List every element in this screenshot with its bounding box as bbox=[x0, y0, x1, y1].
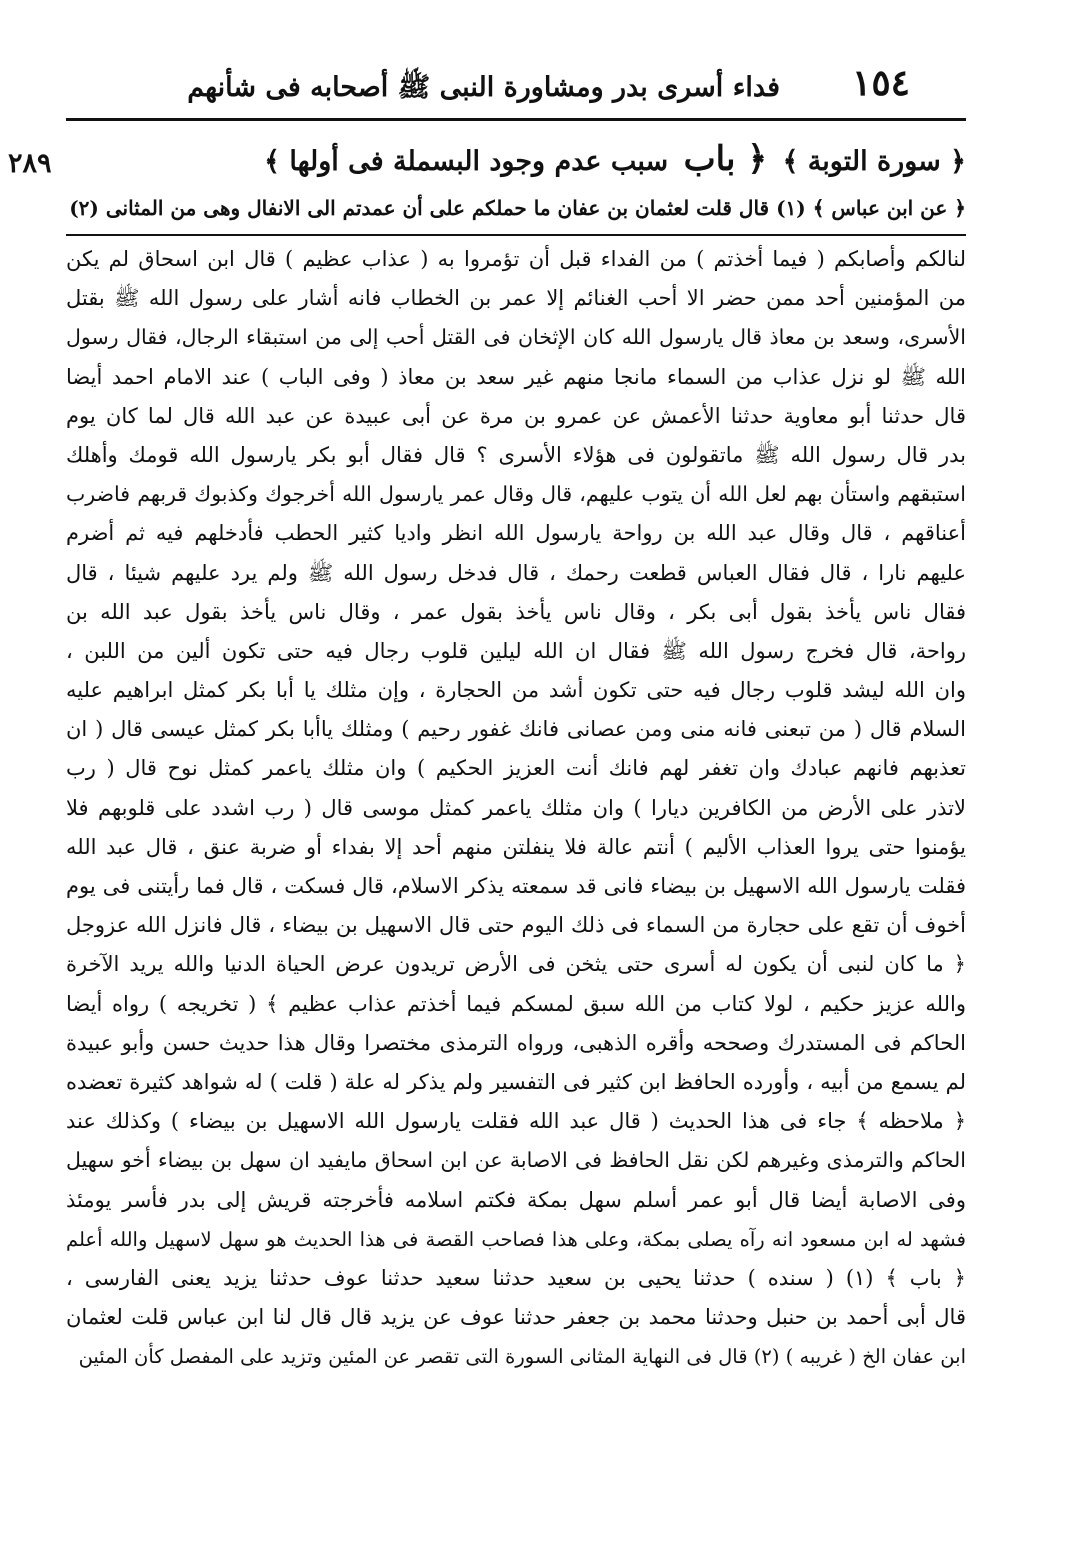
text-line: الله ﷺ لو نزل عذاب من السماء مانجا منهم غير سعد بن معاذ ( وفى الباب ) عند الامام احمد أيضا bbox=[66, 364, 966, 389]
text-line: لنالكم وأصابكم ( فيما أخذتم ) من الفداء قبل أن تؤمروا به ( عذاب عظيم ) قال ابن اسحاق لم يكن bbox=[66, 247, 966, 271]
text-line: ﴿ باب ﴾ (١) ( سنده ) حدثنا يحيى بن سعيد حدثنا سعيد حدثنا عوف حدثنا يزيد يعنى الفارسى ، bbox=[66, 1265, 966, 1290]
text-line: عليهم نارا ، قال فقال العباس قطعت رحمك ، قال فدخل رسول الله ﷺ ولم يرد عليهم شيئا ، قال bbox=[66, 560, 966, 585]
chapter-heading bbox=[66, 136, 966, 231]
page-number: ١٥٤ bbox=[851, 62, 910, 104]
text-line: أخوف أن تقع على حجارة من السماء فى ذلك اليوم حتى قال الاسهيل بن بيضاء ، قال فانزل الله عزوجل bbox=[66, 913, 966, 938]
running-header bbox=[187, 58, 910, 114]
commentary-text bbox=[66, 240, 966, 1376]
bab-title: سبب عدم وجود البسملة فى أولها ﴾ bbox=[264, 146, 669, 177]
text-line: لم يسمع من أبيه ، وأورده الحافظ ابن كثير فى التفسير ولم يذكر له علة ( قلت ) له شواهد كثيرة تعضده bbox=[66, 1069, 966, 1094]
text-line: فقال ناس يأخذ بقول أبى بكر ، وقال ناس يأخذ بقول عمر ، وقال ناس يأخذ بقول عبد الله بن bbox=[66, 599, 966, 624]
text-line: ابن عفان الخ ( غريبه ) (٢) قال فى النهاية المثانى السورة التى تقصر عن المئين وتزيد على المفصل كأن المئين bbox=[78, 1345, 966, 1369]
text-line: وان الله ليشد قلوب رجال فيه حتى تكون أشد من الحجارة ، وإن مثلك يا أبا بكر كمثل ابراهيم عليه bbox=[66, 678, 966, 703]
text-line: يؤمنوا حتى يروا العذاب الأليم ) أنتم عالة فلا ينفلتن منهم أحد إلا بفداء أو ضربة عنق ، قال عبد الله bbox=[66, 834, 966, 859]
text-line: الحاكم والترمذى وغيرهم لكن نقل الحافظ فى الاصابة عن ابن اسحاق مايفيد ان سهل بن بيضاء أخو سهيل bbox=[66, 1148, 966, 1173]
text-line: قال أبى أحمد بن حنبل وحدثنا محمد بن جعفر حدثنا عوف عن يزيد قال قال لنا ابن عباس قلت لعثمان bbox=[66, 1305, 966, 1330]
text-line: أعناقهم ، قال وقال عبد الله بن رواحة يارسول الله انظر واديا كثير الحطب فأدخلهم فيه ثم أضرم bbox=[66, 521, 966, 546]
text-line: تعذبهم فانهم عبادك وان تغفر لهم فانك أنت العزيز الحكيم ) وان مثلك ياعمر كمثل نوح قال ( رب bbox=[66, 756, 966, 781]
text-line: ﴿ ما كان لنبى أن يكون له أسرى حتى يثخن فى الأرض تريدون عرض الحياة الدنيا والله يريد الآخرة bbox=[66, 952, 966, 977]
text-line: فقلت يارسول الله الاسهيل بن بيضاء فانى قد سمعته يذكر الاسلام، قال فسكت ، قال فما رأيتنى فى يوم bbox=[66, 874, 966, 898]
surah-label: ﴿ سورة التوبة ﴾ bbox=[782, 146, 966, 177]
bab-word: ﴿ باب bbox=[683, 139, 768, 179]
header-divider bbox=[66, 118, 966, 121]
heading-line-surah bbox=[66, 136, 966, 185]
text-line: والله عزيز حكيم ، لولا كتاب من الله سبق لمسكم فيما أخذتم عذاب عظيم ﴾ ( تخريجه ) رواه أيضا bbox=[66, 991, 966, 1016]
text-line: الحاكم فى المستدرك وصححه وأقره الذهبى، ورواه الترمذى مختصرا وقال هذا حديث حسن وأبو عبيدة bbox=[66, 1030, 966, 1055]
text-line: بدر قال رسول الله ﷺ ماتقولون فى هؤلاء الأسرى ؟ قال فقال أبو بكر يارسول الله قومك وأهلك bbox=[66, 442, 966, 467]
text-line: فشهد له ابن مسعود انه رآه يصلى بمكة، وعلى هذا فصاحب القصة فى هذا الحديث هو سهل لاسهيل والله أعلم bbox=[66, 1227, 966, 1251]
text-line: ﴿ ملاحظه ﴾ جاء فى هذا الحديث ( قال عبد الله فقلت يارسول الله الاسهيل بن بيضاء ) وكذلك عند bbox=[66, 1109, 966, 1134]
text-line: من المؤمنين أحد ممن حضر الا أحب الغنائم إلا عمر بن الخطاب فانه أشار على رسول الله ﷺ بقتل bbox=[66, 286, 966, 311]
text-line: وفى الاصابة أيضا قال أبو عمر أسلم سهل بمكة فكتم اسلامه فأخرجته قريش إلى بدر فأسر يومئذ bbox=[66, 1187, 966, 1212]
text-line: رواحة، قال فخرج رسول الله ﷺ فقال ان الله ليلين قلوب رجال فيه حتى تكون ألين من اللبن ، bbox=[66, 638, 966, 663]
heading-line-narration: ﴿ عن ابن عباس ﴾ (١) قال قلت لعثمان بن عفان ما حملكم على أن عمدتم الى الانفال وهى من المثانى (٢) bbox=[69, 196, 966, 220]
heading-divider bbox=[66, 234, 966, 236]
text-line: السلام قال ( من تبعنى فانه منى ومن عصانى فانك غفور رحيم ) ومثلك ياأبا بكر كمثل عيسى قال ( ان bbox=[66, 717, 966, 742]
text-line: قال حدثنا أبو معاوية حدثنا الأعمش عن عمرو بن مرة عن أبى عبيدة عن عبد الله قال لما كان يوم bbox=[66, 403, 966, 428]
text-line: لاتذر على الأرض من الكافرين ديارا ) وان مثلك ياعمر كمثل موسى قال ( رب اشدد على قلوبهم فلا bbox=[66, 795, 966, 820]
text-line: استبقهم واستأن بهم لعل الله أن يتوب عليهم، قال وقال عمر يارسول الله أخرجوك وكذبوك قربهم فاضرب bbox=[66, 482, 966, 507]
text-line: الأسرى، وسعد بن معاذ قال يارسول الله كان الإثخان فى القتل أحب إلى من استبقاء الرجال، فقال رسول bbox=[66, 325, 966, 350]
hadith-number: ٢٨٩ bbox=[8, 148, 52, 179]
running-title: فداء أسرى بدر ومشاورة النبى ﷺ أصحابه فى شأنهم bbox=[187, 72, 780, 103]
